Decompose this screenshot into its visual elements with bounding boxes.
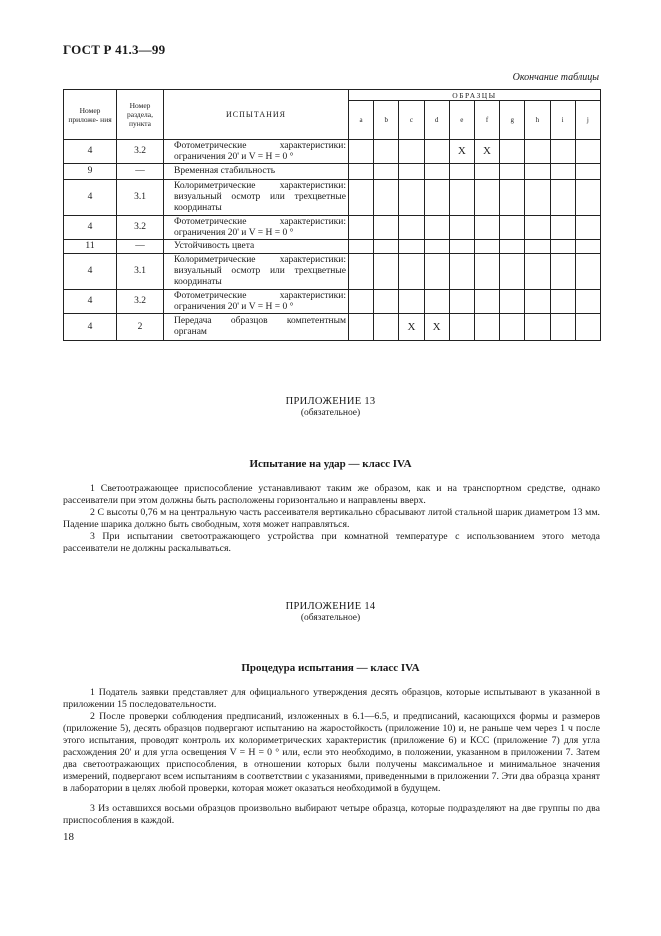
- sample-mark-cell: [500, 254, 525, 290]
- appendix-13-status: (обязательное): [300, 408, 361, 418]
- sample-mark-cell: [575, 254, 600, 290]
- sample-mark-cell: [349, 164, 374, 180]
- appendix-13-title: Испытание на удар — класс IVA: [249, 458, 412, 470]
- sample-mark-cell: [349, 216, 374, 240]
- sample-mark-cell: [399, 216, 424, 240]
- sample-mark-cell: [550, 164, 575, 180]
- sample-mark-cell: [374, 314, 399, 341]
- sample-mark-cell: [374, 164, 399, 180]
- table-row: [64, 216, 601, 240]
- table-caption: Окончание таблицы: [512, 72, 599, 83]
- sample-mark-cell: [349, 254, 374, 290]
- sample-mark-cell: [449, 290, 474, 314]
- sample-mark-cell: [525, 140, 550, 164]
- sample-mark-cell: [525, 180, 550, 216]
- sample-mark-cell: [550, 180, 575, 216]
- sample-mark-cell: [525, 216, 550, 240]
- sample-letter-header: h: [525, 101, 550, 140]
- appendix-number-cell: 9: [64, 164, 117, 180]
- section-number-cell: 2: [117, 314, 164, 341]
- sample-letter-header: c: [399, 101, 424, 140]
- sample-mark-cell: [500, 290, 525, 314]
- sample-mark-cell: [449, 254, 474, 290]
- test-name-cell: Фотометрические характеристики: ограничения 20' и V = H = 0 °: [164, 140, 349, 164]
- test-name-cell: Передача образцов компетентным органам: [164, 314, 349, 341]
- sample-mark-cell: [575, 290, 600, 314]
- sample-mark-cell: [424, 240, 449, 254]
- sample-mark-cell: [374, 240, 399, 254]
- section-number-cell: 3.1: [117, 254, 164, 290]
- section-number-cell: —: [117, 240, 164, 254]
- sample-mark-cell: [474, 180, 499, 216]
- appendix-13-paragraph: 3 При испытании светоотражающего устройства при комнатной температуре с использованием этого метода рассеиватели не должны раскалываться.: [63, 531, 600, 554]
- sample-mark-cell: [399, 140, 424, 164]
- sample-mark-cell: [424, 254, 449, 290]
- sample-mark-cell: [550, 216, 575, 240]
- sample-mark-cell: [474, 216, 499, 240]
- document-title: ГОСТ Р 41.3—99: [63, 42, 166, 57]
- section-number-cell: 3.1: [117, 180, 164, 216]
- sample-mark-cell: [525, 314, 550, 341]
- col-header-appendix: Номер приложе- ния: [64, 90, 117, 140]
- sample-letter-header: a: [349, 101, 374, 140]
- appendix-14-paragraph: 2 После проверки соблюдения предписаний, изложенных в 6.1—6.5, и предписаний, касающихся формы и размеров (приложение 5), десять образцов подвергают испытанию на жаростойкость (приложение 10) и, не раньше чем через 1 ч после этого испытания, проводят контроль их колориметрических характеристик (приложение 6) и КСС (приложение 7) для угла расхождения 20' и для угла освещения V = H = 0 ° или, если это необходимо, в положении, указанном в приложении 7. Затем два светоотражающих приспособления, в отношении которых были получены максимальное и минимальное значения измерений, подвергают всем испытаниям в соответствии с указаниями, приведенными в приложении 7. Эти два образца хранят в лаборатории в целях любой проверки, которая может оказаться необходимой в будущем.: [63, 711, 600, 794]
- sample-mark-cell: [550, 254, 575, 290]
- sample-mark-cell: [374, 140, 399, 164]
- sample-mark-cell: [349, 314, 374, 341]
- sample-mark-cell: [474, 240, 499, 254]
- sample-mark-cell: [550, 290, 575, 314]
- table-row: [64, 314, 601, 341]
- sample-mark-cell: [374, 254, 399, 290]
- section-number-cell: 3.2: [117, 216, 164, 240]
- test-sequence-table: [63, 89, 601, 341]
- table-row: [64, 164, 601, 180]
- appendix-14-label: ПРИЛОЖЕНИЕ 14: [285, 601, 376, 612]
- table-row: [64, 240, 601, 254]
- sample-mark-cell: [550, 240, 575, 254]
- sample-mark-cell: [374, 180, 399, 216]
- appendix-number-cell: 4: [64, 216, 117, 240]
- sample-mark-cell: [424, 180, 449, 216]
- sample-mark-cell: [525, 164, 550, 180]
- appendix-14-title: Процедура испытания — класс IVA: [241, 662, 420, 674]
- table-row: [64, 140, 601, 164]
- sample-mark-cell: [374, 216, 399, 240]
- sample-mark-cell: [550, 314, 575, 341]
- appendix-number-cell: 11: [64, 240, 117, 254]
- sample-mark-cell: X: [474, 140, 499, 164]
- sample-mark-cell: [374, 290, 399, 314]
- section-number-cell: —: [117, 164, 164, 180]
- sample-mark-cell: [575, 216, 600, 240]
- sample-mark-cell: [349, 240, 374, 254]
- sample-mark-cell: [349, 140, 374, 164]
- sample-mark-cell: [449, 216, 474, 240]
- sample-mark-cell: [474, 314, 499, 341]
- table-row: [64, 180, 601, 216]
- sample-letter-header: d: [424, 101, 449, 140]
- appendix-number-cell: 4: [64, 180, 117, 216]
- sample-mark-cell: [399, 164, 424, 180]
- appendix-14-status: (обязательное): [300, 613, 361, 623]
- sample-mark-cell: [500, 180, 525, 216]
- appendix-13-paragraph: 2 С высоты 0,76 м на центральную часть рассеивателя вертикально сбрасывают литой стальной шарик диаметром 13 мм. Падение шарика должно быть свободным, хотя может направляться.: [63, 507, 600, 530]
- sample-letter-header: i: [550, 101, 575, 140]
- test-name-cell: Фотометрические характеристики: ограничения 20' и V = H = 0 °: [164, 290, 349, 314]
- col-header-tests: ИСПЫТАНИЯ: [164, 90, 349, 140]
- table-row: [64, 290, 601, 314]
- appendix-number-cell: 4: [64, 314, 117, 341]
- sample-mark-cell: [424, 140, 449, 164]
- sample-mark-cell: [449, 240, 474, 254]
- sample-mark-cell: X: [424, 314, 449, 341]
- sample-letter-header: f: [474, 101, 499, 140]
- sample-mark-cell: [575, 180, 600, 216]
- col-header-section: Номер раздела, пункта: [117, 90, 164, 140]
- test-name-cell: Временная стабильность: [164, 164, 349, 180]
- sample-mark-cell: [449, 314, 474, 341]
- sample-mark-cell: [349, 180, 374, 216]
- sample-mark-cell: [424, 216, 449, 240]
- sample-mark-cell: [525, 254, 550, 290]
- sample-mark-cell: [500, 164, 525, 180]
- sample-mark-cell: [575, 164, 600, 180]
- section-number-cell: 3.2: [117, 290, 164, 314]
- sample-mark-cell: [500, 240, 525, 254]
- appendix-number-cell: 4: [64, 290, 117, 314]
- sample-letter-header: b: [374, 101, 399, 140]
- section-number-cell: 3.2: [117, 140, 164, 164]
- sample-mark-cell: [399, 240, 424, 254]
- appendix-14-paragraph: 3 Из оставшихся восьми образцов произвольно выбирают четыре образца, которые подразделяют на две группы по два приспособления в каждой.: [63, 803, 600, 826]
- sample-mark-cell: X: [449, 140, 474, 164]
- sample-mark-cell: [474, 164, 499, 180]
- sample-mark-cell: [500, 140, 525, 164]
- sample-mark-cell: [474, 254, 499, 290]
- appendix-13-label: ПРИЛОЖЕНИЕ 13: [285, 396, 376, 407]
- test-name-cell: Колориметрические характеристики: визуальный осмотр или трехцветные координаты: [164, 254, 349, 290]
- table-row: [64, 254, 601, 290]
- sample-mark-cell: [575, 240, 600, 254]
- sample-mark-cell: [500, 216, 525, 240]
- sample-mark-cell: [550, 140, 575, 164]
- sample-mark-cell: [399, 290, 424, 314]
- sample-mark-cell: [449, 180, 474, 216]
- sample-mark-cell: [399, 254, 424, 290]
- appendix-number-cell: 4: [64, 254, 117, 290]
- test-name-cell: Устойчивость цвета: [164, 240, 349, 254]
- appendix-13-paragraph: 1 Светоотражающее приспособление устанавливают таким же образом, как и на транспортном средстве, однако рассеиватели при этом должны быть расположены горизонтально и направлены вверх.: [63, 483, 600, 506]
- sample-mark-cell: [349, 290, 374, 314]
- test-name-cell: Колориметрические характеристики: визуальный осмотр или трехцветные координаты: [164, 180, 349, 216]
- sample-mark-cell: X: [399, 314, 424, 341]
- sample-mark-cell: [449, 164, 474, 180]
- sample-mark-cell: [399, 180, 424, 216]
- sample-mark-cell: [424, 290, 449, 314]
- sample-letter-header: j: [575, 101, 600, 140]
- appendix-number-cell: 4: [64, 140, 117, 164]
- sample-letter-header: e: [449, 101, 474, 140]
- sample-mark-cell: [500, 314, 525, 341]
- sample-letter-header: g: [500, 101, 525, 140]
- page-number: 18: [63, 831, 74, 843]
- sample-mark-cell: [424, 164, 449, 180]
- sample-mark-cell: [575, 140, 600, 164]
- sample-mark-cell: [575, 314, 600, 341]
- sample-mark-cell: [525, 290, 550, 314]
- test-name-cell: Фотометрические характеристики: ограничения 20' и V = H = 0 °: [164, 216, 349, 240]
- sample-mark-cell: [474, 290, 499, 314]
- col-header-samples: ОБРАЗЦЫ: [349, 90, 601, 101]
- sample-mark-cell: [525, 240, 550, 254]
- appendix-14-paragraph: 1 Податель заявки представляет для официального утверждения десять образцов, которые испытывают в указанной в приложении 15 последовательности.: [63, 687, 600, 710]
